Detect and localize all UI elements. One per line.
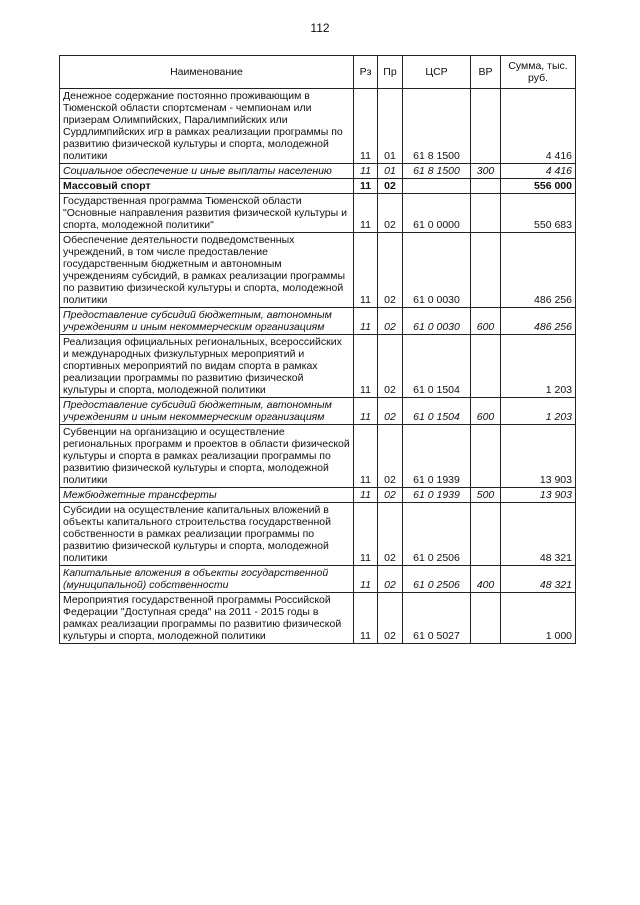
row-pr: 02	[378, 488, 403, 503]
row-rz: 11	[354, 593, 378, 644]
row-vr: 300	[471, 164, 501, 179]
row-rz: 11	[354, 398, 378, 425]
header-pr: Пр	[378, 56, 403, 89]
row-rz: 11	[354, 488, 378, 503]
row-pr: 02	[378, 335, 403, 398]
row-pr: 02	[378, 398, 403, 425]
row-pr: 02	[378, 593, 403, 644]
table-header-row	[60, 56, 576, 89]
table-row	[60, 425, 576, 488]
row-name: Государственная программа Тюменской области "Основные направления развития физической культуры и спорта, молодежной политики"	[60, 194, 354, 233]
row-rz: 11	[354, 89, 378, 164]
row-rz: 11	[354, 194, 378, 233]
row-sum: 13 903	[501, 425, 576, 488]
row-rz: 11	[354, 233, 378, 308]
row-name: Социальное обеспечение и иные выплаты населению	[60, 164, 354, 179]
table-row	[60, 194, 576, 233]
row-csr: 61 0 1504	[403, 335, 471, 398]
row-rz: 11	[354, 335, 378, 398]
header-vr: ВР	[471, 56, 501, 89]
row-vr	[471, 335, 501, 398]
row-sum: 1 203	[501, 398, 576, 425]
table-row	[60, 179, 576, 194]
table-row	[60, 233, 576, 308]
row-name: Массовый спорт	[60, 179, 354, 194]
header-rz: Рз	[354, 56, 378, 89]
row-sum: 48 321	[501, 503, 576, 566]
row-rz: 11	[354, 179, 378, 194]
row-pr: 02	[378, 425, 403, 488]
row-name: Субсидии на осуществление капитальных вложений в объекты капитального строительства государственной собственности в рамках реализации программы по развитию физической культуры и спорта, молодежной политики	[60, 503, 354, 566]
row-name: Реализация официальных региональных, всероссийских и международных физкультурных мероприятий и спортивных мероприятий по видам спорта в рамках реализации программы по развитию физической культуры и спорта, молодежной политики	[60, 335, 354, 398]
row-sum: 486 256	[501, 233, 576, 308]
row-vr	[471, 593, 501, 644]
row-sum: 486 256	[501, 308, 576, 335]
row-sum: 13 903	[501, 488, 576, 503]
row-vr	[471, 194, 501, 233]
table-row	[60, 566, 576, 593]
header-sum: Сумма, тыс. руб.	[501, 56, 576, 89]
table-row	[60, 593, 576, 644]
row-name: Денежное содержание постоянно проживающим в Тюменской области спортсменам - чемпионам или призерам Олимпийских, Паралимпийских или Сурдлимпийских игр в рамках реализации программы по развитию физической культуры и спорта, молодежной политики	[60, 89, 354, 164]
row-csr: 61 0 1939	[403, 488, 471, 503]
row-pr: 02	[378, 179, 403, 194]
row-vr	[471, 89, 501, 164]
page-number: 112	[310, 21, 330, 35]
header-name: Наименование	[60, 56, 354, 89]
table-row	[60, 398, 576, 425]
row-csr	[403, 179, 471, 194]
row-pr: 02	[378, 566, 403, 593]
row-name: Мероприятия государственной программы Российской Федерации "Доступная среда" на 2011 - 2015 годы в рамках реализации программы по развитию физической культуры и спорта, молодежной политики	[60, 593, 354, 644]
table-row	[60, 488, 576, 503]
row-csr: 61 0 1504	[403, 398, 471, 425]
row-sum: 550 683	[501, 194, 576, 233]
row-vr	[471, 503, 501, 566]
row-pr: 02	[378, 503, 403, 566]
row-rz: 11	[354, 425, 378, 488]
row-sum: 4 416	[501, 89, 576, 164]
row-pr: 01	[378, 89, 403, 164]
row-vr: 500	[471, 488, 501, 503]
table-row	[60, 164, 576, 179]
row-name: Предоставление субсидий бюджетным, автономным учреждениям и иным некоммерческим организациям	[60, 398, 354, 425]
row-vr	[471, 179, 501, 194]
row-csr: 61 0 0030	[403, 233, 471, 308]
row-sum: 4 416	[501, 164, 576, 179]
row-vr: 400	[471, 566, 501, 593]
row-vr: 600	[471, 308, 501, 335]
row-name: Межбюджетные трансферты	[60, 488, 354, 503]
row-vr: 600	[471, 398, 501, 425]
row-csr: 61 0 1939	[403, 425, 471, 488]
table-row	[60, 503, 576, 566]
row-pr: 02	[378, 308, 403, 335]
row-sum: 556 000	[501, 179, 576, 194]
row-vr	[471, 425, 501, 488]
row-rz: 11	[354, 503, 378, 566]
row-rz: 11	[354, 308, 378, 335]
row-name: Субвенции на организацию и осуществление региональных программ и проектов в области физической культуры и спорта в рамках реализации программы по развитию физической культуры и спорта, молодежной политики	[60, 425, 354, 488]
row-csr: 61 0 0030	[403, 308, 471, 335]
row-csr: 61 8 1500	[403, 164, 471, 179]
row-vr	[471, 233, 501, 308]
row-rz: 11	[354, 164, 378, 179]
table-row	[60, 335, 576, 398]
row-pr: 02	[378, 233, 403, 308]
table-row	[60, 89, 576, 164]
budget-table	[59, 55, 576, 644]
row-csr: 61 0 2506	[403, 566, 471, 593]
row-sum: 48 321	[501, 566, 576, 593]
row-pr: 01	[378, 164, 403, 179]
row-csr: 61 0 2506	[403, 503, 471, 566]
row-csr: 61 0 5027	[403, 593, 471, 644]
row-sum: 1 000	[501, 593, 576, 644]
row-name: Предоставление субсидий бюджетным, автономным учреждениям и иным некоммерческим организациям	[60, 308, 354, 335]
row-pr: 02	[378, 194, 403, 233]
row-csr: 61 8 1500	[403, 89, 471, 164]
row-name: Обеспечение деятельности подведомственных учреждений, в том числе предоставление государственным бюджетным и автономным учреждениям субсидий, в рамках реализации программы по развитию физической культуры и спорта, молодежной политики	[60, 233, 354, 308]
row-csr: 61 0 0000	[403, 194, 471, 233]
header-csr: ЦСР	[403, 56, 471, 89]
row-name: Капитальные вложения в объекты государственной (муниципальной) собственности	[60, 566, 354, 593]
table-row	[60, 308, 576, 335]
row-rz: 11	[354, 566, 378, 593]
row-sum: 1 203	[501, 335, 576, 398]
